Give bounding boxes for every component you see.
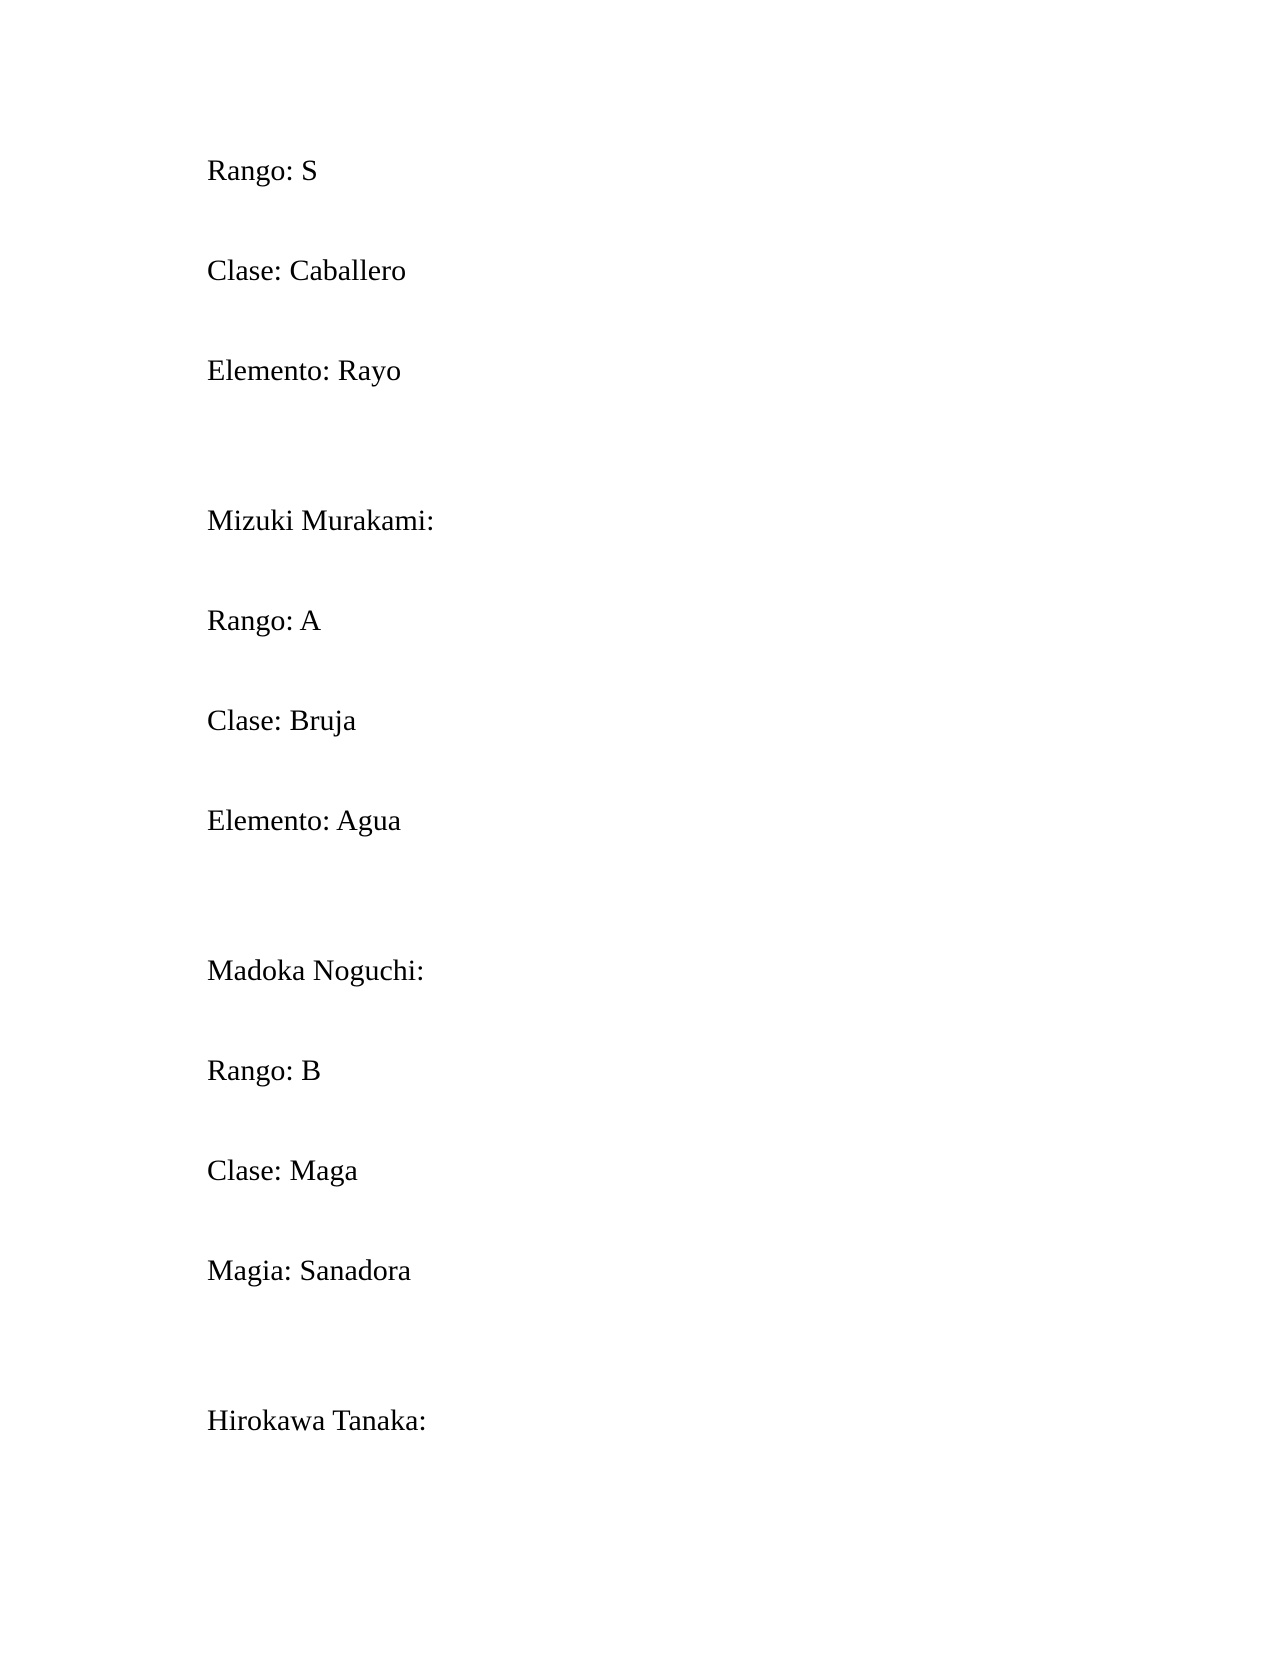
class-line: Clase: Bruja <box>207 704 357 737</box>
rank-line: Rango: B <box>207 1054 322 1087</box>
element-line: Elemento: Agua <box>207 804 402 837</box>
rank-line: Rango: S <box>207 154 318 187</box>
class-line: Clase: Caballero <box>207 254 407 287</box>
character-name-heading: Mizuki Murakami: <box>207 504 435 537</box>
character-name-heading: Hirokawa Tanaka: <box>207 1404 427 1437</box>
magic-line: Magia: Sanadora <box>207 1254 412 1287</box>
class-line: Clase: Maga <box>207 1154 358 1187</box>
element-line: Elemento: Rayo <box>207 354 402 387</box>
character-name-heading: Madoka Noguchi: <box>207 954 425 987</box>
rank-line: Rango: A <box>207 604 322 637</box>
